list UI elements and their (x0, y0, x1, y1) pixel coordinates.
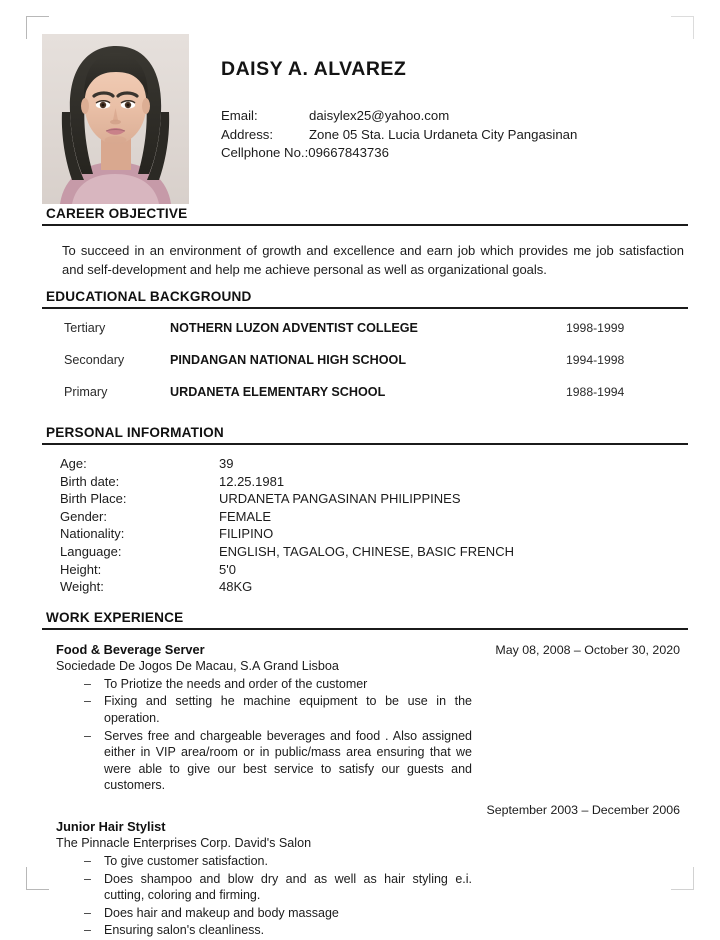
personal-info-label: Height: (60, 561, 102, 577)
job-header (42, 819, 688, 834)
page-title: DAISY A. ALVAREZ (221, 58, 407, 80)
list-item (42, 693, 472, 726)
dash-bullet-icon: – (84, 728, 91, 743)
education-years: 1988-1994 (566, 385, 625, 399)
section-heading-personal-information: PERSONAL INFORMATION (46, 425, 224, 440)
education-table (42, 309, 688, 425)
duty-text: Does shampoo and blow dry and as well as hair styling e.i. cutting, coloring and firming. (104, 871, 472, 903)
personal-info-value: FEMALE (219, 508, 272, 524)
list-item (42, 871, 472, 904)
avatar (42, 34, 189, 204)
personal-info-label: Birth Place: (60, 491, 127, 507)
list-item (42, 905, 472, 922)
job-header (42, 642, 688, 657)
dash-bullet-icon: – (84, 905, 91, 920)
career-objective-text: To succeed in an environment of growth and excellence and earn job which provides me job satisfaction and self-development and help me achieve personal as well as organizational goals. (62, 243, 684, 277)
dash-bullet-icon: – (84, 923, 91, 938)
list-item (42, 642, 688, 794)
job-title: Junior Hair Stylist (56, 818, 166, 834)
duty-text: Does hair and makeup and body massage (104, 905, 339, 920)
table-row (42, 490, 688, 508)
table-row (42, 543, 688, 561)
personal-info-value: 12.25.1981 (219, 473, 285, 489)
table-row (42, 455, 688, 473)
education-years: 1998-1999 (566, 321, 625, 335)
job-company: Sociedade De Jogos De Macau, S.A Grand Lisboa (56, 658, 339, 673)
section-heading-career-objective: CAREER OBJECTIVE (46, 206, 188, 221)
contact-email-value: daisylex25@yahoo.com (309, 108, 450, 123)
contact-address-value: Zone 05 Sta. Lucia Urdaneta City Pangasinan (309, 126, 578, 142)
duty-text: Ensuring salon's cleanliness. (104, 923, 265, 938)
table-row (42, 473, 688, 491)
table-row (42, 561, 688, 579)
education-years: 1994-1998 (566, 353, 625, 367)
personal-info-label: Age: (60, 456, 87, 471)
education-school: PINDANGAN NATIONAL HIGH SCHOOL (170, 353, 407, 367)
list-item (42, 922, 472, 939)
job-company: The Pinnacle Enterprises Corp. David's Salon (56, 835, 312, 850)
header-text-block (189, 34, 688, 163)
contact-phone-row (221, 144, 688, 163)
duty-text: Serves free and chargeable beverages and food . Also assigned either in VIP area/room or in public/mass area ensuring that we were able to give our best service to satisfy our guests and customers. (104, 728, 472, 793)
duty-text: Fixing and setting he machine equipment to be use in the operation. (104, 694, 472, 725)
education-level: Secondary (64, 353, 125, 367)
list-item (42, 819, 688, 939)
education-school: NOTHERN LUZON ADVENTIST COLLEGE (170, 321, 418, 335)
dash-bullet-icon: – (84, 694, 91, 709)
personal-info-value: ENGLISH, TAGALOG, CHINESE, BASIC FRENCH (219, 543, 514, 559)
job-duties (42, 676, 472, 794)
list-item (42, 728, 472, 794)
work-experience-list (42, 630, 688, 939)
resume-header (42, 34, 688, 206)
table-row (42, 525, 688, 543)
contact-email-row (221, 107, 688, 126)
table-row (42, 385, 688, 417)
dash-bullet-icon: – (84, 871, 91, 886)
personal-info-value: 5'0 (219, 561, 236, 577)
dash-bullet-icon: – (84, 676, 91, 691)
dash-bullet-icon: – (84, 853, 91, 868)
table-row (42, 321, 688, 353)
table-row (42, 353, 688, 385)
education-school: URDANETA ELEMENTARY SCHOOL (170, 385, 386, 399)
contact-email-label: Email: (221, 108, 258, 123)
personal-info-value: FILIPINO (219, 526, 274, 542)
personal-info-label: Weight: (60, 579, 104, 595)
personal-info-label: Gender: (60, 508, 107, 524)
portrait-photo-icon (42, 34, 189, 204)
job-dates: May 08, 2008 – October 30, 2020 (495, 642, 680, 657)
resume-content (42, 34, 688, 940)
section-heading-work-experience: WORK EXPERIENCE (46, 609, 184, 625)
job-dates: September 2003 – December 2006 (486, 802, 680, 817)
duty-text: To Priotize the needs and order of the customer (104, 676, 368, 691)
contact-address-row (221, 126, 688, 145)
education-level: Tertiary (64, 321, 106, 335)
section-heading-educational-background: EDUCATIONAL BACKGROUND (46, 289, 252, 304)
education-level: Primary (64, 385, 108, 399)
list-item (42, 676, 472, 693)
contact-phone-label: Cellphone No.: (221, 145, 309, 160)
personal-info-label: Birth date: (60, 473, 120, 489)
personal-info-label: Language: (60, 543, 122, 559)
table-row (42, 508, 688, 526)
contact-address-label: Address: (221, 126, 274, 142)
duty-text: To give customer satisfaction. (104, 853, 268, 868)
job-title: Food & Beverage Server (56, 641, 205, 657)
personal-info-label: Nationality: (60, 526, 125, 542)
list-item (42, 853, 472, 870)
personal-info-value: 48KG (219, 579, 253, 595)
personal-info-value: 39 (219, 456, 234, 471)
personal-info-value: URDANETA PANGASINAN PHILIPPINES (219, 491, 461, 507)
contact-phone-value: 09667843736 (308, 145, 389, 160)
personal-information-table (42, 445, 688, 610)
table-row (42, 578, 688, 596)
